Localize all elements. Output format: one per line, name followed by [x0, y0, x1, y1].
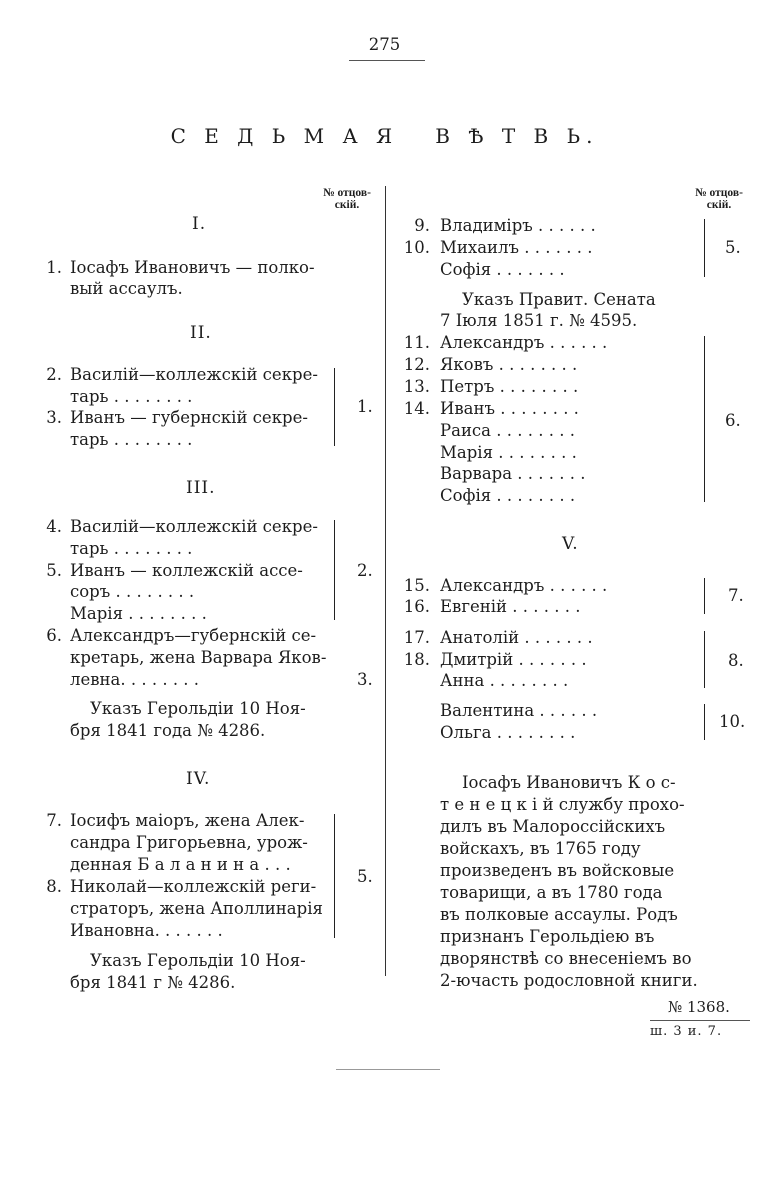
- entry-line: Василій—коллежскій секре-: [70, 365, 318, 384]
- archive-shelfmark: ш. 3 и. 7.: [650, 1024, 723, 1039]
- entry-line: Иванъ — губернскій секре-: [70, 408, 308, 427]
- entry-number: 17.: [403, 628, 430, 647]
- entry-number: 2.: [46, 365, 62, 384]
- father-number: 8.: [728, 651, 744, 670]
- father-number: 6.: [725, 411, 741, 430]
- entry-line: Марія . . . . . . . .: [70, 604, 207, 623]
- entry-line: Марія . . . . . . . .: [440, 443, 577, 462]
- entry-number: 7.: [46, 811, 62, 830]
- decree-line: бря 1841 г № 4286.: [70, 973, 236, 992]
- note-line: признанъ Герольдіею въ: [440, 927, 655, 946]
- entry-line: Евгеній . . . . . . .: [440, 597, 581, 616]
- entry-line: соръ . . . . . . . .: [70, 582, 195, 601]
- entry-line: Іосафъ Ивановичъ — полко-: [70, 258, 315, 277]
- entry-line: Владиміръ . . . . . .: [440, 216, 596, 235]
- reference-rule: [650, 1020, 750, 1021]
- entry-line: тарь . . . . . . . .: [70, 430, 193, 449]
- entry-number: 10.: [403, 238, 430, 257]
- entry-line: тарь . . . . . . . .: [70, 539, 193, 558]
- note-line: Іосафъ Ивановичъ К о с-: [462, 773, 676, 792]
- entry-line: Петръ . . . . . . . .: [440, 377, 579, 396]
- father-number: 10.: [719, 712, 746, 731]
- entry-line: Николай—коллежскій реги-: [70, 877, 317, 896]
- entry-line: Софія . . . . . . .: [440, 260, 565, 279]
- entry-number: 5.: [46, 561, 62, 580]
- entry-line: Василій—коллежскій секре-: [70, 517, 318, 536]
- bracket: [698, 336, 705, 502]
- entry-line: Ольга . . . . . . . .: [440, 723, 576, 742]
- entry-number: 13.: [403, 377, 430, 396]
- decree-line: Указъ Герольдіи 10 Ноя-: [90, 951, 306, 970]
- entry-number: 3.: [46, 408, 62, 427]
- entry-line: Анна . . . . . . . .: [440, 671, 569, 690]
- left-col-header: № отцов- скій.: [323, 187, 371, 211]
- entry-line: Иванъ . . . . . . . .: [440, 399, 579, 418]
- entry-line: Дмитрій . . . . . . .: [440, 650, 587, 669]
- bracket: [698, 219, 705, 277]
- entry-line: левна. . . . . . . .: [70, 670, 200, 689]
- entry-line: Александръ—губернскій се-: [70, 626, 317, 645]
- note-line: товарищи, а въ 1780 года: [440, 883, 663, 902]
- bracket: [328, 368, 335, 446]
- entry-line: Варвара . . . . . . .: [440, 464, 586, 483]
- note-line: въ полковые ассаулы. Родъ: [440, 905, 678, 924]
- decree-line: бря 1841 года № 4286.: [70, 721, 266, 740]
- archive-reference: № 1368.: [668, 998, 730, 1016]
- section-2-heading: II.: [190, 323, 212, 343]
- father-number: 5.: [725, 238, 741, 257]
- bracket: [698, 578, 705, 614]
- entry-line: Валентина . . . . . .: [440, 701, 598, 720]
- entry-number: 14.: [403, 399, 430, 418]
- chapter-title: С Е Д Ь М А Я В Ѣ Т В Ь.: [170, 124, 599, 148]
- right-col-header: № отцов- скій.: [695, 187, 743, 211]
- father-number: 3.: [357, 670, 373, 689]
- entry-number: 12.: [403, 355, 430, 374]
- entry-number: 18.: [403, 650, 430, 669]
- entry-line: Раиса . . . . . . . .: [440, 421, 575, 440]
- note-line: войскахъ, въ 1765 году: [440, 839, 641, 858]
- section-3-heading: III.: [186, 478, 216, 498]
- note-line: дилъ въ Малороссійскихъ: [440, 817, 666, 836]
- entry-number: 8.: [46, 877, 62, 896]
- bracket: [328, 814, 335, 938]
- bracket: [328, 520, 335, 620]
- column-divider: [385, 186, 386, 976]
- note-line: дворянствѣ со внесеніемъ во: [440, 949, 692, 968]
- entry-line: Софія . . . . . . . .: [440, 486, 576, 505]
- entry-line: Анатолій . . . . . . .: [440, 628, 593, 647]
- entry-line: вый ассаулъ.: [70, 279, 183, 298]
- entry-line: страторъ, жена Аполлинарія: [70, 899, 323, 918]
- father-number: 7.: [728, 586, 744, 605]
- note-line: т е н е ц к і й службу прохо-: [440, 795, 685, 814]
- entry-line: Іосифъ маіоръ, жена Алек-: [70, 811, 305, 830]
- note-line: произведенъ въ войсковые: [440, 861, 675, 880]
- entry-number: 4.: [46, 517, 62, 536]
- entry-line: Александръ . . . . . .: [440, 333, 608, 352]
- footer-rule: [336, 1069, 440, 1070]
- entry-number: 1.: [46, 258, 62, 277]
- entry-line: сандра Григорьевна, урож-: [70, 833, 308, 852]
- entry-number: 11.: [403, 333, 430, 352]
- entry-number: 16.: [403, 597, 430, 616]
- decree-line: 7 Іюля 1851 г. № 4595.: [440, 311, 638, 330]
- entry-number: 15.: [403, 576, 430, 595]
- header-rule: [349, 60, 425, 61]
- section-1-heading: I.: [192, 214, 207, 234]
- entry-line: Яковъ . . . . . . . .: [440, 355, 578, 374]
- decree-line: Указъ Герольдіи 10 Ноя-: [90, 699, 306, 718]
- entry-line: Ивановна. . . . . . .: [70, 921, 223, 940]
- decree-line: Указъ Правит. Сената: [462, 290, 656, 309]
- entry-line: Иванъ — коллежскій ассе-: [70, 561, 303, 580]
- entry-line: Михаилъ . . . . . . .: [440, 238, 593, 257]
- section-5-heading: V.: [562, 534, 579, 554]
- entry-number: 6.: [46, 626, 62, 645]
- bracket: [698, 631, 705, 688]
- entry-line: тарь . . . . . . . .: [70, 387, 193, 406]
- page-number: 275: [368, 35, 401, 54]
- father-number: 5.: [357, 867, 373, 886]
- entry-line: Александръ . . . . . .: [440, 576, 608, 595]
- entry-line: кретарь, жена Варвара Яков-: [70, 648, 327, 667]
- father-number: 1.: [357, 397, 373, 416]
- entry-number: 9.: [414, 216, 430, 235]
- entry-line: денная Б а л а н и н а . . .: [70, 855, 291, 874]
- section-4-heading: IV.: [186, 769, 211, 789]
- father-number: 2.: [357, 561, 373, 580]
- bracket: [698, 704, 705, 740]
- note-line: 2-ючасть родословной книги.: [440, 971, 698, 990]
